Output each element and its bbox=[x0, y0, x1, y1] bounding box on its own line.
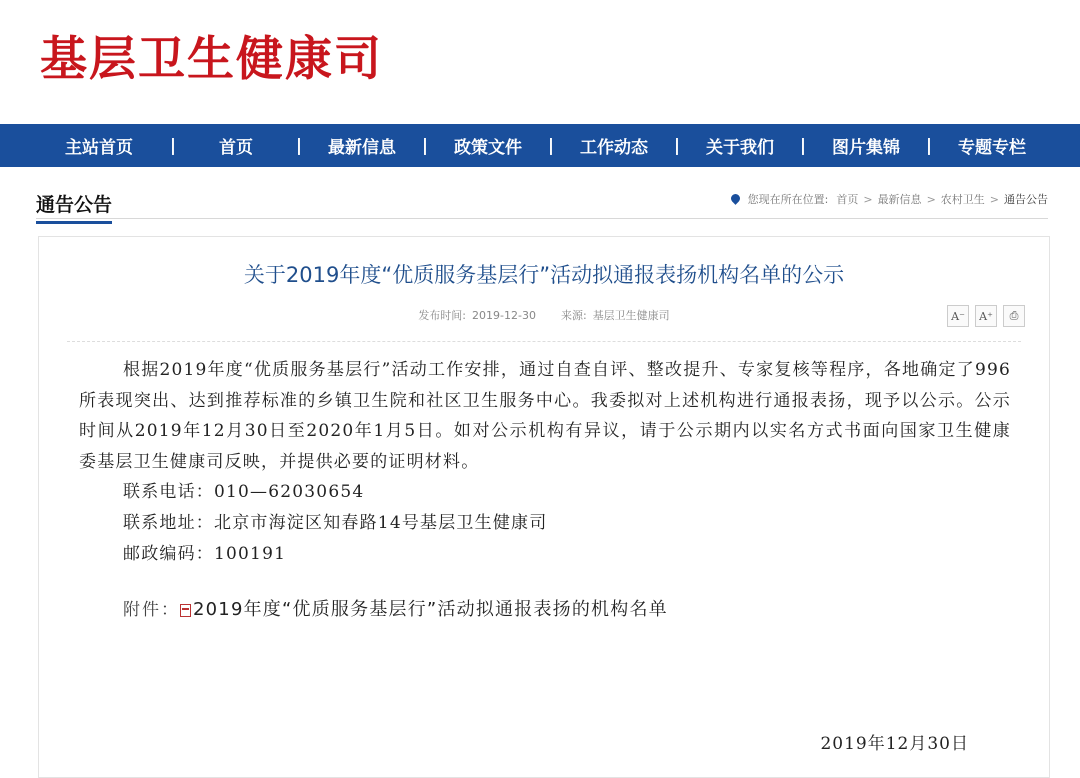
contact-phone: 联系电话：010—62030654 bbox=[123, 482, 365, 503]
attachment-link[interactable]: 2019年度“优质服务基层行”活动拟通报表扬的机构名单 bbox=[193, 599, 668, 621]
nav-item-special[interactable]: 专题专栏 bbox=[958, 138, 1026, 158]
font-decrease-button[interactable]: A⁻ bbox=[947, 305, 969, 327]
font-increase-button[interactable]: A⁺ bbox=[975, 305, 997, 327]
nav-item-home[interactable]: 首页 bbox=[219, 138, 253, 158]
file-icon bbox=[180, 604, 191, 617]
article-title: 关于2019年度“优质服务基层行”活动拟通报表扬机构名单的公示 bbox=[243, 263, 845, 287]
article-panel bbox=[38, 236, 1050, 778]
breadcrumb-item-rural-health[interactable]: 农村卫生 bbox=[940, 193, 985, 206]
site-title[interactable]: 基层卫生健康司 bbox=[40, 32, 383, 87]
article-tools bbox=[947, 305, 1025, 327]
breadcrumb-separator: > bbox=[863, 192, 873, 206]
source-value: 基层卫生健康司 bbox=[592, 309, 670, 322]
breadcrumb-item-latest[interactable]: 最新信息 bbox=[877, 193, 922, 206]
article-meta bbox=[39, 307, 1049, 323]
nav-separator: | bbox=[295, 135, 303, 156]
nav-separator: | bbox=[925, 135, 933, 156]
nav-item-latest[interactable]: 最新信息 bbox=[328, 138, 396, 158]
nav-item-about[interactable]: 关于我们 bbox=[706, 138, 774, 158]
breadcrumb-separator: > bbox=[926, 192, 936, 206]
section-title: 通告公告 bbox=[36, 190, 112, 224]
site-header bbox=[0, 0, 1080, 124]
attachment-row bbox=[79, 595, 1011, 626]
nav-item-policy[interactable]: 政策文件 bbox=[454, 138, 522, 158]
divider bbox=[67, 341, 1021, 342]
breadcrumb-separator: > bbox=[989, 192, 999, 206]
body-paragraph: 根据2019年度“优质服务基层行”活动工作安排，通过自查自评、整改提升、专家复核等程序，各地确定了996所表现突出、达到推荐标准的乡镇卫生院和社区卫生服务中心。我委拟对上述机构进行通报表扬，现予以公示。公示时间从2019年12月30日至2020年1月5日。如对公示机构有异议，请于公示期内以实名方式书面向国家卫生健康委基层卫生健康司反映，并提供必要的证明材料。 bbox=[79, 360, 1011, 472]
contact-postcode: 邮政编码：100191 bbox=[123, 543, 287, 564]
nav-item-gallery[interactable]: 图片集锦 bbox=[832, 138, 900, 158]
main-nav bbox=[0, 124, 1080, 167]
publish-date: 2019-12-30 bbox=[472, 309, 536, 322]
nav-separator: | bbox=[673, 135, 681, 156]
nav-separator: | bbox=[799, 135, 807, 156]
breadcrumb-item-current[interactable]: 通告公告 bbox=[1004, 193, 1048, 206]
nav-item-work-news[interactable]: 工作动态 bbox=[580, 138, 648, 158]
nav-separator: | bbox=[547, 135, 555, 156]
nav-item-main-home[interactable]: 主站首页 bbox=[65, 138, 133, 158]
nav-separator: | bbox=[421, 135, 429, 156]
article-date: 2019年12月30日 bbox=[820, 734, 969, 754]
source-label: 来源: bbox=[560, 309, 587, 322]
breadcrumb-item-home[interactable]: 首页 bbox=[836, 193, 859, 206]
contact-address: 联系地址：北京市海淀区知春路14号基层卫生健康司 bbox=[123, 512, 548, 533]
section-bar bbox=[36, 186, 1048, 219]
print-icon[interactable]: ⎙ bbox=[1003, 305, 1025, 327]
breadcrumb bbox=[731, 191, 1048, 207]
article-body bbox=[79, 355, 1011, 626]
location-pin-icon bbox=[729, 192, 742, 205]
nav-separator: | bbox=[169, 135, 177, 156]
breadcrumb-prefix: 您现在所在位置: bbox=[747, 193, 829, 206]
publish-label: 发布时间: bbox=[418, 309, 467, 322]
attachment-label: 附件： bbox=[123, 600, 180, 621]
